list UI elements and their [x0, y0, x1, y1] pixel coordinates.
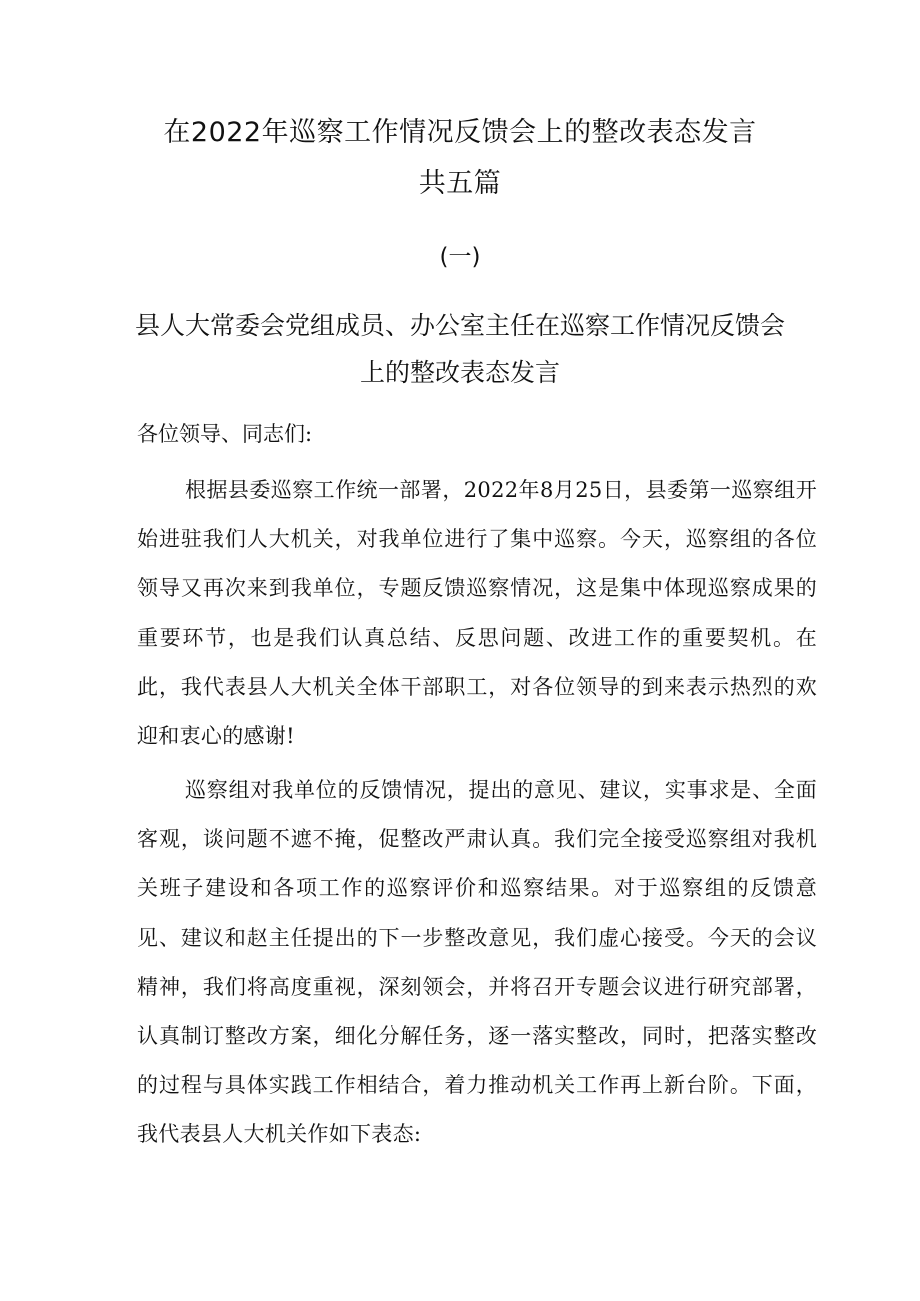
- speech-title-line-1: 县人大常委会党组成员、办公室主任在巡察工作情况反馈会: [134, 311, 785, 340]
- body-paragraph: 巡察组对我单位的反馈情况，提出的意见、建议，实事求是、全面客观，谈问题不遮不掩，促整改严肃认真。我们完全接受巡察组对我机关班子建设和各项工作的巡察评价和巡察结果。对于巡察组的反馈意见、建议和赵主任提出的下一步整改意见，我们虚心接受。今天的会议精神，我们将高度重视，深刻领会，并将召开专题会议进行研究部署，认真制订整改方案，细化分解任务，逐一落实整改，同时，把落实整改的过程与具体实践工作相结合，着力推动机关工作再上新台阶。下面，我代表县人大机关作如下表态:: [137, 778, 817, 1147]
- speech-title-line-2: 上的整改表态发言: [359, 358, 560, 387]
- document-title-line-1: 在2022年巡察工作情况反馈会上的整改表态发言: [163, 117, 757, 148]
- salutation: 各位领导、同志们:: [137, 422, 313, 446]
- body-paragraph: 根据县委巡察工作统一部署，2022年8月25日，县委第一巡察组开始进驻我们人大机关，对我单位进行了集中巡察。今天，巡察组的各位领导又再次来到我单位，专题反馈巡察情况，这是集中体现巡察成果的重要环节，也是我们认真总结、反思问题、改进工作的重要契机。在此，我代表县人大机关全体干部职工，对各位领导的到来表示热烈的欢迎和衷心的感谢!: [137, 478, 817, 749]
- document-title-line-2: 共五篇: [418, 168, 502, 199]
- section-number: (一): [439, 244, 481, 270]
